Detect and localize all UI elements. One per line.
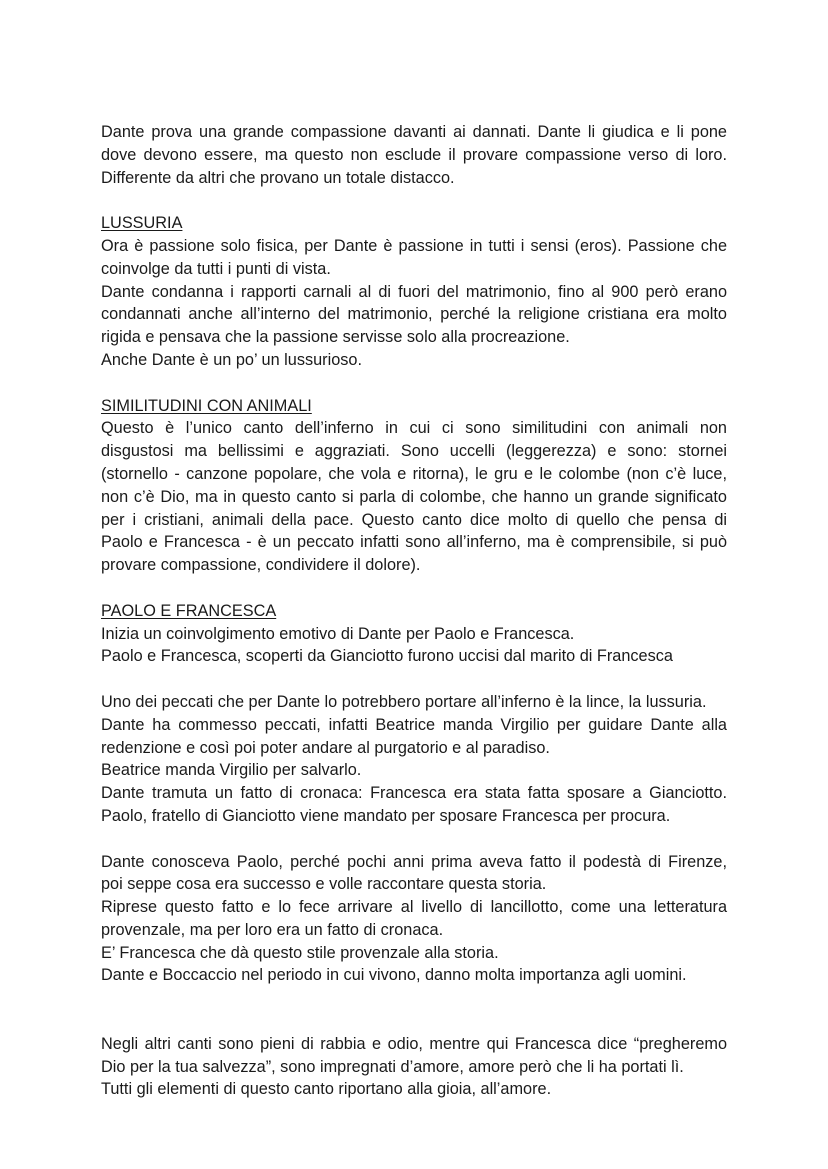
text-line: Ora è passione solo fisica, per Dante è passione in tutti i sensi (eros). Passione che — [101, 236, 727, 255]
section-heading: PAOLO E FRANCESCA — [101, 601, 277, 620]
text-line: per i cristiani, animali della pace. Questo canto dice molto di quello che pensa di — [101, 510, 727, 529]
text-line: Paolo, fratello di Gianciotto viene mandato per sposare Francesca per procura. — [101, 806, 671, 825]
section-paolo-francesca — [101, 600, 727, 668]
text-line: Dante e Boccaccio nel periodo in cui vivono, danno molta importanza agli uomini. — [101, 966, 687, 985]
section-lussuria — [101, 212, 727, 372]
text-line: Anche Dante è un po’ un lussurioso. — [101, 350, 362, 369]
intro-paragraph — [101, 121, 727, 189]
text-line: Dante condanna i rapporti carnali al di fuori del matrimonio, fino al 900 però erano — [101, 282, 727, 301]
text-line: poi seppe cosa era successo e volle raccontare questa storia. — [101, 875, 547, 894]
text-line: coinvolge da tutti i punti di vista. — [101, 259, 331, 278]
text-line: E’ Francesca che dà questo stile provenzale alla storia. — [101, 943, 499, 962]
text-line: Paolo e Francesca - è un peccato infatti sono all’inferno, ma è comprensibile, si può — [101, 533, 727, 552]
text-line: Dante tramuta un fatto di cronaca: Francesca era stata fatta sposare a Gianciotto. — [101, 784, 727, 803]
text-line: Dante ha commesso peccati, infatti Beatrice manda Virgilio per guidare Dante alla — [101, 715, 727, 734]
text-line: Inizia un coinvolgimento emotivo di Dante per Paolo e Francesca. — [101, 624, 575, 643]
text-line: Riprese questo fatto e lo fece arrivare al livello di lancillotto, come una letteratura — [101, 898, 727, 917]
paragraph-canti — [101, 1033, 727, 1101]
text-line: disgustosi ma bellissimi e aggraziati. Sono uccelli (leggerezza) e sono: stornei — [101, 442, 727, 461]
text-line: dove devono essere, ma questo non esclude il provare compassione verso di loro. — [101, 145, 727, 164]
text-line: Uno dei peccati che per Dante lo potrebbero portare all’inferno è la lince, la lussuria. — [101, 692, 707, 711]
text-line: condannati anche all’interno del matrimonio, perché la religione cristiana era molto — [101, 305, 727, 324]
text-line: Dante prova una grande compassione davanti ai dannati. Dante li giudica e li pone — [101, 123, 727, 141]
section-similitudini — [101, 395, 727, 577]
text-line: non c’è Dio, ma in questo canto si parla di colombe, che hanno un grande significato — [101, 487, 727, 506]
paragraph-paolo — [101, 851, 727, 988]
text-line: provenzale, ma per loro era un fatto di cronaca. — [101, 920, 444, 939]
text-line: Paolo e Francesca, scoperti da Gianciotto furono uccisi dal marito di Francesca — [101, 647, 673, 666]
text-line: (stornello - canzone popolare, che vola e ritorna), le gru e le colombe (non c’è luce, — [101, 464, 727, 483]
text-line: provare compassione, condividere il dolore). — [101, 556, 421, 575]
text-line: Tutti gli elementi di questo canto riportano alla gioia, all’amore. — [101, 1080, 552, 1099]
text-line: Dio per la tua salvezza”, sono impregnati d’amore, amore però che li ha portati lì. — [101, 1057, 684, 1076]
text-line: rigida e pensava che la passione servisse solo alla procreazione. — [101, 328, 570, 347]
text-line: Questo è l’unico canto dell’inferno in cui ci sono similitudini con animali non — [101, 419, 727, 438]
text-line: Beatrice manda Virgilio per salvarlo. — [101, 761, 362, 780]
text-line: Dante conosceva Paolo, perché pochi anni prima aveva fatto il podestà di Firenze, — [101, 852, 727, 871]
text-line: redenzione e così poi poter andare al purgatorio e al paradiso. — [101, 738, 550, 757]
section-heading: LUSSURIA — [101, 214, 183, 233]
document-body — [101, 121, 727, 1101]
text-line: Differente da altri che provano un totale distacco. — [101, 168, 455, 187]
text-line: Negli altri canti sono pieni di rabbia e odio, mentre qui Francesca dice “pregheremo — [101, 1034, 727, 1053]
section-heading: SIMILITUDINI CON ANIMALI — [101, 396, 312, 415]
paragraph-peccati — [101, 691, 727, 828]
